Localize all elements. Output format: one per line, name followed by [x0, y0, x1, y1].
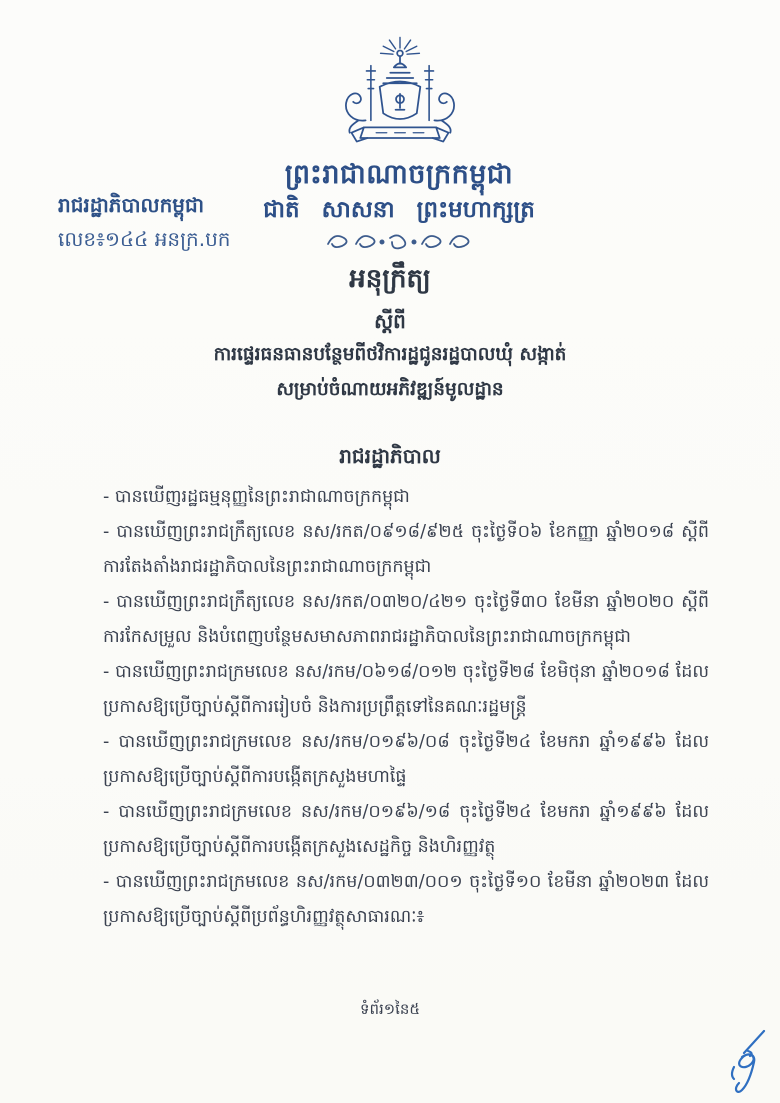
- royal-arms-emblem-icon: [325, 32, 475, 158]
- preamble-clause: - បានឃើញព្រះរាជក្រមលេខ នស/រកម/០១៩៦/១៨ ចុះថ្ងៃទី២៤ ខែមករា ឆ្នាំ១៩៩៦ ដែលប្រកាសឱ្យប្រើច្បាប់ស្តីពីការបង្កើតក្រសួងសេដ្ឋកិច្ច និងហិរញ្ញវត្ថុ: [103, 802, 709, 857]
- subject-line-1: ការផ្ទេរធនធានបន្ថែមពីថវិការដ្ឋជូនរដ្ឋបាលឃុំ សង្កាត់: [213, 344, 567, 365]
- issuer-block: [58, 188, 230, 256]
- kingdom-title: ព្រះរាជាណាចក្រកម្ពុជា: [284, 159, 514, 190]
- body-heading: រាជរដ្ឋាភិបាល: [339, 444, 441, 468]
- signature-initials-mark: [708, 1027, 772, 1101]
- subject-preposition: ស្តីពី: [374, 309, 406, 333]
- issuer-government: រាជរដ្ឋាភិបាលកម្ពុជា: [58, 193, 204, 217]
- preamble-clause: - បានឃើញរដ្ឋធម្មនុញ្ញនៃព្រះរាជាណាចក្រកម្ពុជា: [103, 487, 410, 507]
- preamble-clause: - បានឃើញព្រះរាជក្រឹត្យលេខ នស/រកត/០៣២០/៤២១ ចុះថ្ងៃទី៣០ ខែមីនា ឆ្នាំ២០២០ ស្តីពីការកែសម្រួល និងបំពេញបន្ថែមសមាសភាពរាជរដ្ឋាភិបាលនៃព្រះរាជាណាចក្រកម្ពុជា: [103, 592, 709, 647]
- preamble-clause: - បានឃើញព្រះរាជក្រមលេខ នស/រកម/០៦១៨/០១២ ចុះថ្ងៃទី២៨ ខែមិថុនា ឆ្នាំ២០១៨ ដែលប្រកាសឱ្យប្រើច្បាប់ស្តីពីការរៀបចំ និងការប្រព្រឹត្តទៅនៃគណៈរដ្ឋមន្ត្រី: [103, 662, 709, 717]
- national-motto: ជាតិ សាសនា ព្រះមហាក្សត្រ: [263, 197, 535, 223]
- preamble-clauses: [103, 480, 709, 935]
- document-number: លេខ៖១៤៤ អនក្រ.បក: [58, 227, 231, 251]
- page-indicator: ទំព័រ១នៃ៥: [359, 1000, 421, 1018]
- preamble-clause: - បានឃើញព្រះរាជក្រមលេខ នស/រកម/០១៩៦/០៨ ចុះថ្ងៃទី២៤ ខែមករា ឆ្នាំ១៩៩៦ ដែលប្រកាសឱ្យប្រើច្បាប់ស្តីពីការបង្កើតក្រសួងមហាផ្ទៃ: [103, 732, 709, 787]
- document-type-title: អនុក្រឹត្យ: [349, 264, 431, 294]
- preamble-clause: - បានឃើញព្រះរាជក្រមលេខ នស/រកម/០៣២៣/០០១ ចុះថ្ងៃទី១០ ខែមីនា ឆ្នាំ២០២៣ ដែលប្រកាសឱ្យប្រើច្បាប់ស្តីពីប្រព័ន្ធហិរញ្ញវត្ថុសាធារណៈ៖: [103, 872, 709, 927]
- subject-line-2: សម្រាប់ចំណាយអភិវឌ្ឍន៍មូលដ្ឋាន: [276, 379, 504, 400]
- preamble-clause: - បានឃើញព្រះរាជក្រឹត្យលេខ នស/រកត/០៩១៨/៩២៥ ចុះថ្ងៃទី០៦ ខែកញ្ញា ឆ្នាំ២០១៨ ស្តីពីការតែងតាំងរាជរដ្ឋាភិបាលនៃព្រះរាជាណាចក្រកម្ពុជា: [103, 522, 709, 577]
